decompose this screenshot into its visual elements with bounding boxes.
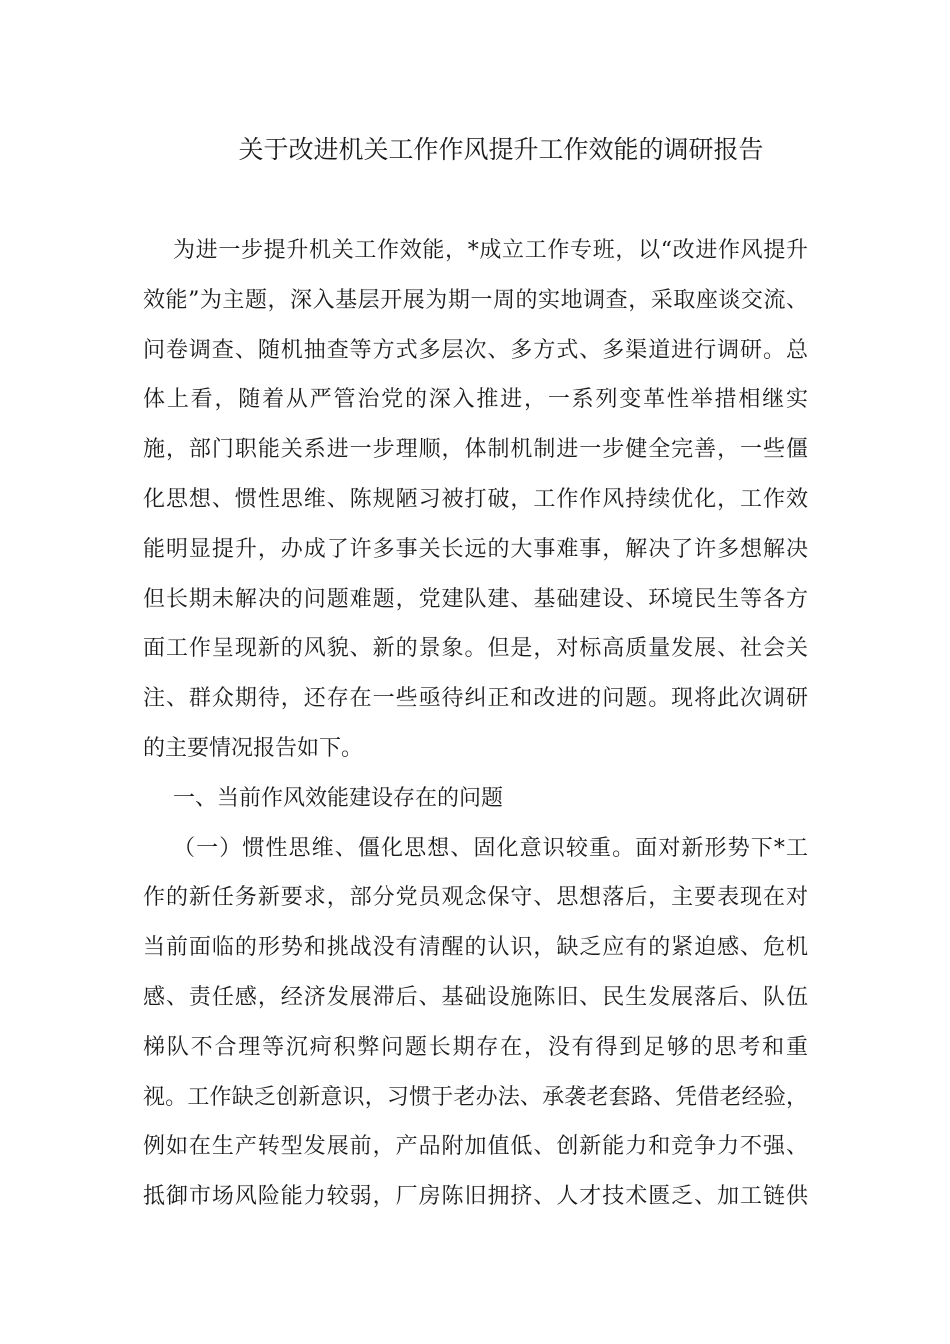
subsection-line: 抵御市场风险能力较弱，厂房陈旧拥挤、人才技术匮乏、加工链供	[143, 1184, 808, 1210]
intro-line: 体上看，随着从严管治党的深入推进，一系列变革性举措相继实	[143, 387, 808, 413]
intro-line: 面工作呈现新的风貌、新的景象。但是，对标高质量发展、社会关	[143, 636, 808, 662]
subsection-line: 视。工作缺乏创新意识，习惯于老办法、承袭老套路、凭借老经验，	[143, 1084, 808, 1110]
subsection-line: 感、责任感，经济发展滞后、基础设施陈旧、民生发展落后、队伍	[143, 984, 808, 1010]
intro-line: 能明显提升，办成了许多事关长远的大事难事，解决了许多想解决	[143, 536, 808, 562]
subsection-line: 例如在生产转型发展前，产品附加值低、创新能力和竞争力不强、	[143, 1134, 808, 1160]
subsection-line: 当前面临的形势和挑战没有清醒的认识，缺乏应有的紧迫感、危机	[143, 935, 808, 961]
section-heading: 一、当前作风效能建设存在的问题	[173, 785, 504, 811]
subsection-line: （一）惯性思维、僵化思想、固化意识较重。面对新形势下*工	[173, 835, 808, 861]
subsection-line: 作的新任务新要求，部分党员观念保守、思想落后，主要表现在对	[143, 885, 808, 911]
subsection-line: 梯队不合理等沉疴积弊问题长期存在，没有得到足够的思考和重	[143, 1034, 808, 1060]
intro-line: 但长期未解决的问题难题，党建队建、基础建设、环境民生等各方	[143, 586, 808, 612]
intro-line: 为进一步提升机关工作效能，*成立工作专班，以“改进作风提升	[173, 238, 808, 263]
intro-line: 化思想、惯性思维、陈规陋习被打破，工作作风持续优化，工作效	[143, 486, 808, 512]
intro-line: 的主要情况报告如下。	[143, 735, 364, 761]
document-title: 关于改进机关工作作风提升工作效能的调研报告	[238, 135, 764, 164]
intro-line: 效能”为主题，深入基层开展为期一周的实地调查，采取座谈交流、	[143, 287, 808, 313]
intro-line: 问卷调查、随机抽查等方式多层次、多方式、多渠道进行调研。总	[143, 337, 808, 363]
document-body	[143, 226, 808, 1222]
intro-line: 施，部门职能关系进一步理顺，体制机制进一步健全完善，一些僵	[143, 437, 808, 463]
intro-line: 注、群众期待，还存在一些亟待纠正和改进的问题。现将此次调研	[143, 686, 808, 712]
